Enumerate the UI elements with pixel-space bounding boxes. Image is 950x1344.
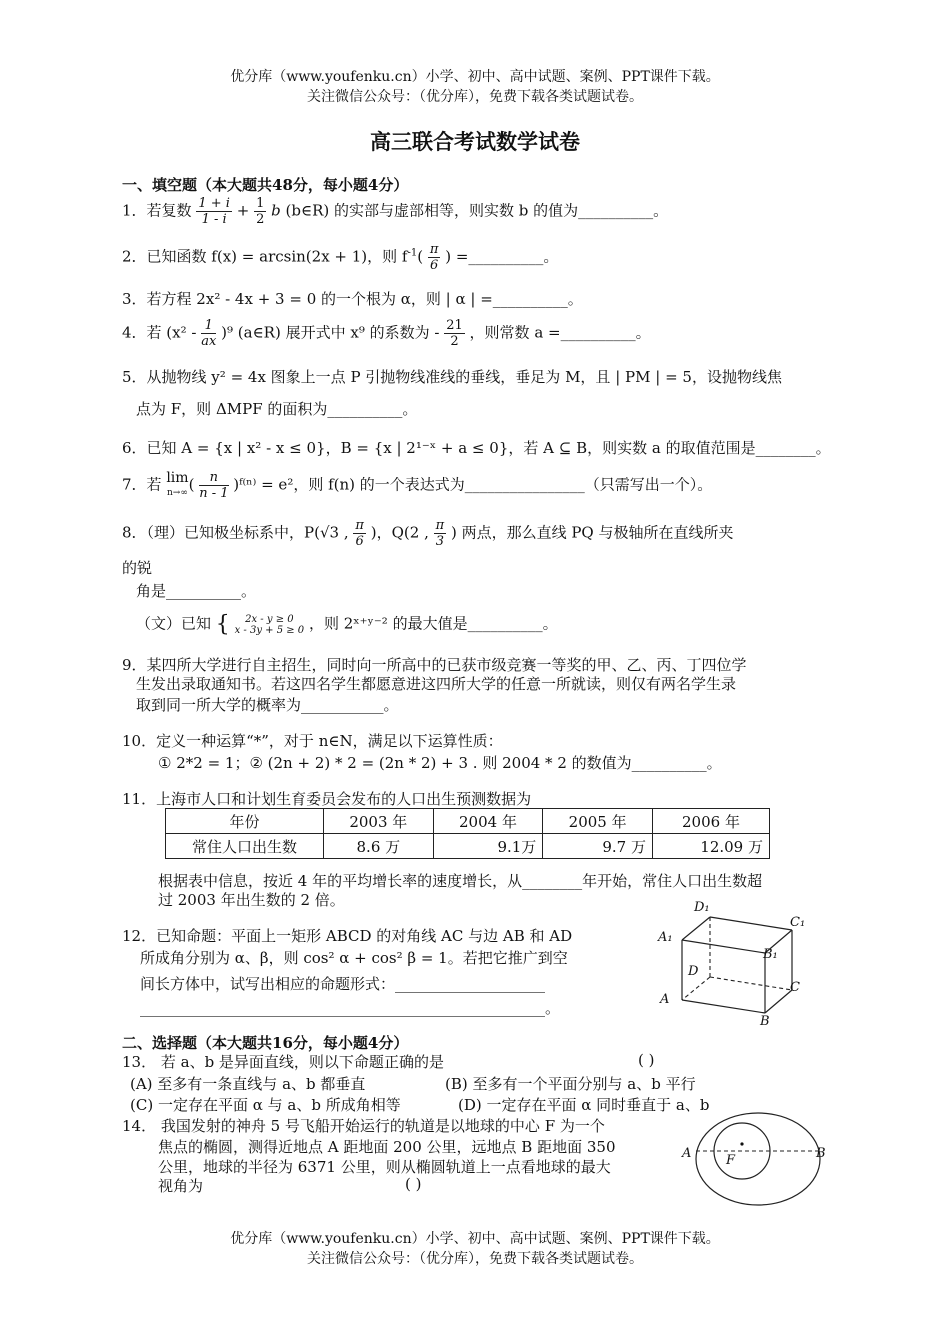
question-3: 3．若方程 2x² - 4x + 3 = 0 的一个根为 α，则 | α | =__________。 bbox=[122, 290, 583, 308]
q1-rest: (b∈R) 的实部与虚部相等，则实数 b 的值为__________。 bbox=[285, 201, 669, 220]
label-ellipse-f: F bbox=[726, 1153, 736, 1168]
q8-prefix: 8．（理）已知极坐标系中，P(√3 , bbox=[122, 523, 349, 542]
question-13-bracket: ( ) bbox=[638, 1051, 655, 1069]
question-9-line-1: 9．某四所大学进行自主招生，同时向一所高中的已获市级竞赛一等奖的甲、乙、丙、丁四位学 bbox=[122, 656, 747, 674]
question-1 bbox=[122, 196, 668, 227]
question-6: 6．已知 A = {x | x² - x ≤ 0}，B = {x | 2¹⁻ˣ + a ≤ 0}，若 A ⊆ B，则实数 a 的取值范围是________。 bbox=[122, 439, 831, 457]
question-13-option-a: (A) 至多有一条直线与 a、b 都垂直 bbox=[130, 1075, 366, 1093]
q4-rest: ，则常数 a =__________。 bbox=[469, 323, 651, 342]
label-d1: D₁ bbox=[694, 900, 710, 915]
question-12-line-1: 12．已知命题：平面上一矩形 ABCD 的对角线 AC 与边 AB 和 AD bbox=[122, 927, 573, 945]
q2-f-num: π bbox=[429, 242, 439, 257]
q1-f2-den: 2 bbox=[256, 212, 265, 227]
question-14-line-1: 14． 我国发射的神舟 5 号飞船开始运行的轨道是以地球的中心 F 为一个 bbox=[122, 1117, 605, 1135]
label-c1: C₁ bbox=[790, 915, 806, 930]
table-cell: 12.09 万 bbox=[652, 834, 769, 859]
question-14-line-2: 焦点的椭圆，测得近地点 A 距地面 200 公里，远地点 B 距地面 350 bbox=[158, 1138, 616, 1156]
ellipse-orbit-figure bbox=[680, 1108, 830, 1210]
question-14-line-4: 视角为 bbox=[158, 1177, 204, 1195]
q7-paren: ( bbox=[188, 475, 195, 494]
table-cell: 9.1万 bbox=[433, 834, 543, 859]
question-4 bbox=[122, 318, 651, 349]
q4-g-den: 2 bbox=[450, 334, 459, 349]
q8w-sys-1: 2x - y ≥ 0 bbox=[245, 613, 294, 625]
q7-prefix: 7．若 bbox=[122, 475, 162, 494]
label-ellipse-b: B bbox=[816, 1146, 826, 1161]
q4-fraction-2 bbox=[444, 318, 465, 349]
page-title: 高三联合考试数学试卷 bbox=[370, 129, 580, 154]
question-12-line-3: 间长方体中，试写出相应的命题形式：____________________ bbox=[140, 975, 546, 993]
q2-prefix: 2．已知函数 f(x) = arcsin(2x + 1)，则 f bbox=[122, 247, 408, 266]
header-line-2: 关注微信公众号：（优分库），免费下载各类试题试卷。 bbox=[307, 89, 643, 105]
section-choice-heading: 二、选择题（本大题共16分，每小题4分） bbox=[122, 1034, 409, 1052]
table-header-cell: 2005 年 bbox=[543, 809, 653, 834]
question-8-wen bbox=[136, 612, 558, 637]
question-8 bbox=[122, 518, 734, 549]
question-13-option-b: (B) 至多有一个平面分别与 a、b 平行 bbox=[445, 1075, 696, 1093]
q8-fraction-p bbox=[353, 518, 366, 549]
q8w-sys-2: x - 3y + 5 ≥ 0 bbox=[234, 624, 305, 636]
edge-a-b bbox=[682, 1000, 765, 1013]
question-5-line-1: 5．从抛物线 y² = 4x 图象上一点 P 引抛物线准线的垂线，垂足为 M，且 | PM | = 5，设抛物线焦 bbox=[122, 368, 782, 386]
q4-fraction-1 bbox=[201, 318, 216, 349]
q2-f-den: 6 bbox=[430, 258, 439, 273]
label-a: A bbox=[660, 992, 670, 1007]
q4-prefix: 4．若 (x² - bbox=[122, 323, 197, 342]
label-a1: A₁ bbox=[658, 930, 673, 945]
question-8-line-2: 的锐 bbox=[122, 559, 153, 577]
q8w-prefix: （文）已知 bbox=[136, 614, 212, 633]
table-header-cell: 2006 年 bbox=[652, 809, 769, 834]
question-8-line-3: 角是__________。 bbox=[136, 582, 257, 600]
q4-f-num: 1 bbox=[201, 318, 216, 334]
hidden-edge-d-c bbox=[710, 977, 792, 990]
table-cell: 9.7 万 bbox=[543, 834, 653, 859]
question-9-line-3: 取到同一所大学的概率为___________。 bbox=[136, 696, 399, 714]
q8-p-num: π bbox=[355, 518, 364, 533]
label-c: C bbox=[790, 980, 800, 995]
q2-rest: ) =__________。 bbox=[445, 247, 559, 266]
q7-lim-sub: n→∞ bbox=[167, 487, 188, 498]
q8w-brace: { bbox=[215, 612, 230, 637]
q8w-rest: ，则 2ˣ⁺ʸ⁻² 的最大值是__________。 bbox=[308, 614, 558, 633]
q4-g-num: 21 bbox=[446, 318, 463, 333]
table-row bbox=[166, 834, 770, 859]
question-7 bbox=[122, 470, 712, 501]
q8w-system bbox=[235, 614, 305, 636]
q8-q-num: π bbox=[435, 518, 445, 533]
q1-plus: + bbox=[236, 201, 250, 220]
q1-f1-den: 1 - i bbox=[201, 212, 227, 227]
footer-line-2: 关注微信公众号：（优分库），免费下载各类试题试卷。 bbox=[307, 1251, 643, 1267]
question-2 bbox=[122, 242, 558, 273]
question-10-line-1: 10．定义一种运算“*”，对于 n∈N，满足以下运算性质： bbox=[122, 732, 503, 750]
label-b1: B₁ bbox=[763, 947, 778, 962]
table-header-cell: 2004 年 bbox=[433, 809, 543, 834]
q1-fraction-2 bbox=[254, 196, 266, 227]
question-14-line-3: 公里，地球的半径为 6371 公里，则从椭圆轨道上一点看地球的最大 bbox=[158, 1158, 611, 1176]
q1-var-b: b bbox=[271, 201, 281, 220]
table-cell: 常住人口出生数 bbox=[166, 834, 324, 859]
q1-f2-num: 1 bbox=[256, 196, 265, 211]
edge-a1-b1 bbox=[682, 940, 765, 953]
question-11-line-3: 过 2003 年出生数的 2 倍。 bbox=[158, 891, 345, 909]
table-cell: 8.6 万 bbox=[324, 834, 434, 859]
q2-open: ( bbox=[417, 247, 424, 266]
q7-limit bbox=[166, 471, 188, 501]
table-header-cell: 2003 年 bbox=[324, 809, 434, 834]
question-14-bracket: ( ) bbox=[405, 1175, 422, 1193]
q7-rest: )ᶠ⁽ⁿ⁾ = e²，则 f(n) 的一个表达式为________________（只需写出一个）。 bbox=[233, 475, 713, 494]
q1-fraction-1 bbox=[196, 196, 232, 227]
cuboid-figure bbox=[650, 895, 825, 1030]
q8-mid: )，Q(2 , bbox=[370, 523, 429, 542]
q7-f-den: n - 1 bbox=[199, 486, 229, 501]
label-b: B bbox=[760, 1014, 770, 1029]
q8-p-den: 6 bbox=[355, 534, 364, 549]
q2-fraction bbox=[428, 242, 441, 273]
q4-f-den: ax bbox=[201, 334, 217, 349]
q7-lim: lim bbox=[166, 469, 189, 486]
label-d: D bbox=[688, 964, 699, 979]
label-ellipse-a: A bbox=[682, 1146, 692, 1161]
q8-rest: ) 两点，那么直线 PQ 与极轴所在直线所夹 bbox=[450, 523, 734, 542]
population-table bbox=[165, 808, 770, 859]
question-11-line-2: 根据表中信息，按近 4 年的平均增长率的速度增长，从________年开始，常住人口出生数超 bbox=[158, 872, 763, 890]
footer-line-1: 优分库（www.youfenku.cn）小学、初中、高中试题、案例、PPT课件下载。 bbox=[230, 1231, 720, 1247]
question-12-line-2: 所成角分别为 α、β，则 cos² α + cos² β = 1。若把它推广到空 bbox=[140, 949, 568, 967]
hidden-edge-d-a bbox=[682, 977, 710, 1000]
focus-point bbox=[740, 1142, 743, 1145]
question-9-line-2: 生发出录取通知书。若这四名学生都愿意进这四所大学的任意一所就读，则仅有两名学生录 bbox=[136, 675, 737, 693]
q7-f-num: n bbox=[199, 470, 228, 486]
edge-a1-d1 bbox=[682, 917, 710, 940]
q4-mid: )⁹ (a∈R) 展开式中 x⁹ 的系数为 - bbox=[221, 323, 440, 342]
question-11-line-1: 11．上海市人口和计划生育委员会发布的人口出生预测数据为 bbox=[122, 790, 532, 808]
section-fill-in-heading: 一、填空题（本大题共48分，每小题4分） bbox=[122, 176, 409, 194]
q1-f1-num: 1 + i bbox=[198, 196, 230, 211]
question-13-stem: 13． 若 a、b 是异面直线，则以下命题正确的是 bbox=[122, 1053, 444, 1071]
header-line-1: 优分库（www.youfenku.cn）小学、初中、高中试题、案例、PPT课件下载。 bbox=[230, 69, 720, 85]
q1-prefix: 1．若复数 bbox=[122, 201, 192, 220]
table-header-row bbox=[166, 809, 770, 834]
question-5-line-2: 点为 F，则 ΔMPF 的面积为__________。 bbox=[136, 400, 418, 418]
question-12-line-4: ______________________________________________________。 bbox=[140, 999, 561, 1017]
q8-fraction-q bbox=[434, 518, 447, 549]
q8-q-den: 3 bbox=[435, 534, 445, 549]
edge-b-c bbox=[765, 990, 792, 1013]
question-13-option-c: (C) 一定存在平面 α 与 a、b 所成角相等 bbox=[130, 1096, 401, 1114]
question-13-option-d: (D) 一定存在平面 α 同时垂直于 a、b bbox=[458, 1096, 710, 1114]
question-10-line-2: ① 2*2 = 1；② (2n + 2) * 2 = (2n * 2) + 3 . 则 2004 * 2 的数值为__________。 bbox=[158, 754, 722, 772]
q2-sup: -1 bbox=[407, 247, 418, 259]
edge-d1-c1 bbox=[710, 917, 792, 930]
table-header-cell: 年份 bbox=[166, 809, 324, 834]
q7-fraction bbox=[199, 470, 228, 501]
